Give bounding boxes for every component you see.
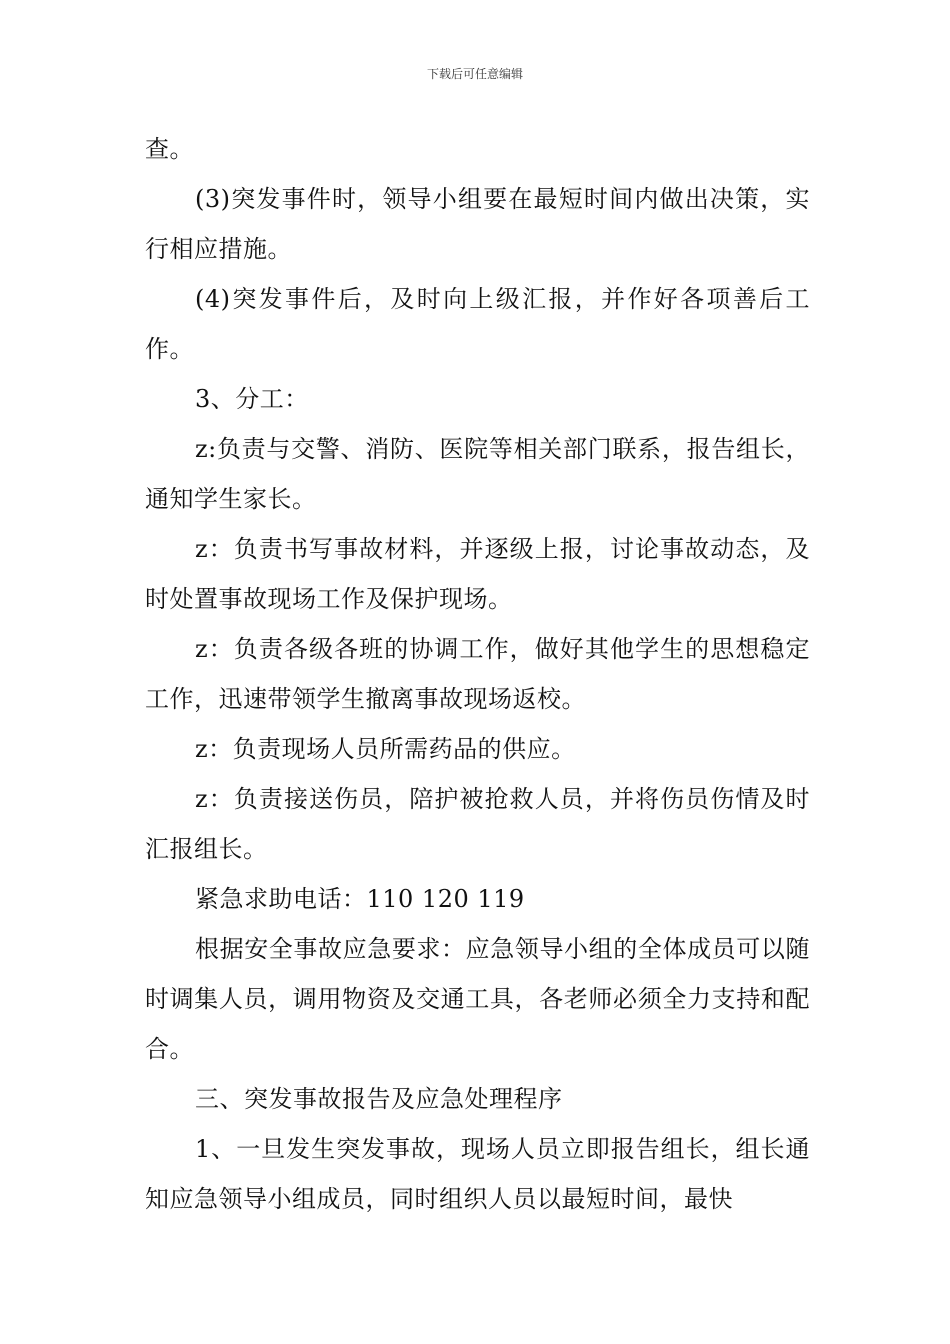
duty-item: z:负责与交警、消防、医院等相关部门联系，报告组长，通知学生家长。 <box>145 435 810 513</box>
paragraph-continuation: 查。 <box>145 135 194 163</box>
paragraph-emergency-requirement: 根据安全事故应急要求：应急领导小组的全体成员可以随时调集人员，调用物资及交通工具，各老师必须全力支持和配合。 <box>145 935 810 1063</box>
emergency-phone-line: 紧急求助电话：110 120 119 <box>195 885 525 913</box>
document-body <box>145 124 810 1224</box>
page-header: 下载后可任意编辑 <box>426 67 523 81</box>
duty-item: z：负责各级各班的协调工作，做好其他学生的思想稳定工作，迅速带领学生撤离事故现场返校。 <box>145 635 810 713</box>
paragraph-procedure-1: 1、一旦发生突发事故，现场人员立即报告组长，组长通知应急领导小组成员，同时组织人员以最短时间，最快 <box>145 1135 810 1213</box>
duty-item: z：负责书写事故材料，并逐级上报，讨论事故动态，及时处置事故现场工作及保护现场。 <box>145 535 810 613</box>
duty-item: z：负责接送伤员，陪护被抢救人员，并将伤员伤情及时汇报组长。 <box>145 785 810 863</box>
paragraph-item-4: (4)突发事件后，及时向上级汇报，并作好各项善后工作。 <box>145 285 810 363</box>
paragraph-item-3: (3)突发事件时，领导小组要在最短时间内做出决策，实行相应措施。 <box>145 185 810 263</box>
duty-item: z：负责现场人员所需药品的供应。 <box>195 735 576 763</box>
section-heading-procedure: 三、突发事故报告及应急处理程序 <box>195 1085 563 1113</box>
section-heading-division: 3、分工： <box>195 385 309 413</box>
